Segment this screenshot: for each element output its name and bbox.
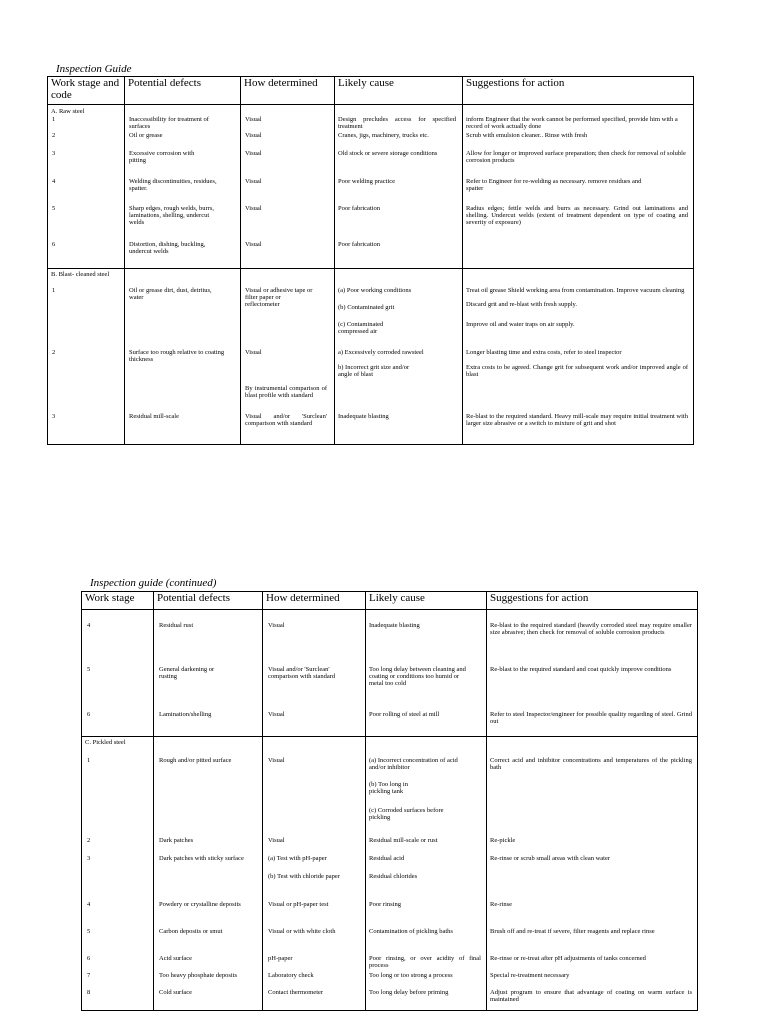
row-a5-code: 5	[52, 205, 56, 212]
header-suggestions: Suggestions for action	[463, 77, 694, 105]
section-c-row	[82, 737, 698, 1011]
row-a4-defect: Welding discontinuities, residues, spatter.	[129, 178, 217, 193]
row-c7-code: 7	[87, 972, 91, 979]
header-likely-cause: Likely cause	[335, 77, 463, 105]
row-b2-cause-a: a) Excessively corroded rawsteel	[338, 349, 424, 356]
header-work-stage: Work stage and code	[48, 77, 125, 105]
section-a-row	[48, 105, 694, 269]
row-a1-defect: Inaccessibility for treatment of surfaces	[129, 116, 209, 131]
row-c4-defect: Powdery or crystalline deposits	[159, 901, 241, 908]
row-b1-code: 1	[52, 287, 56, 294]
row-a6-defect: Distortion, dishing, buckling, undercut welds	[129, 241, 206, 256]
row-a5-defect: Sharp edges, rough welds, burrs, laminations, shelling, undercut welds	[129, 205, 215, 227]
row-b4-defect: Residual rust	[159, 622, 194, 629]
row-c2-how: Visual	[268, 837, 285, 844]
section-c-action	[487, 737, 698, 1011]
row-c2-cause: Residual mill-scale or rust	[369, 837, 438, 844]
row-c5-cause: Contamination of pickling baths	[369, 928, 453, 935]
row-c6-defect: Acid surface	[159, 955, 193, 962]
row-b1-how: Visual or adhesive tape or filter paper or reflectometer	[245, 287, 313, 309]
row-b5-code: 5	[87, 666, 91, 673]
row-b6-code: 6	[87, 711, 91, 718]
section-b-defects	[125, 269, 241, 445]
row-a6-how: Visual	[245, 241, 262, 248]
row-a5-cause: Poor fabrication	[338, 205, 381, 212]
row-b1-defect: Oil or grease dirt, dust, detritus, water	[129, 287, 212, 302]
row-c6-action: Re-rinse or re-treat after pH adjustments of tanks concerned	[490, 955, 646, 962]
row-c3-code: 3	[87, 855, 91, 862]
row-a2-cause: Cranes, jigs, machinery, trucks etc.	[338, 132, 429, 139]
row-c8-defect: Cold surface	[159, 989, 193, 996]
row-b2-defect: Surface too rough relative to coating thickness	[129, 349, 225, 364]
row-b1-action-3: Improve oil and water traps on air supply.	[466, 321, 575, 328]
continued-codes	[82, 610, 154, 737]
section-b-how	[241, 269, 335, 445]
section-b-cause	[335, 269, 463, 445]
row-b2-cause-b: b) Incorrect grit size and/or angle of blast	[338, 364, 410, 379]
row-b1-cause-c: (c) Contaminated compressed air	[338, 321, 384, 336]
row-c1-code: 1	[87, 757, 91, 764]
row-c3-how-b: (b) Test with chloride paper	[268, 873, 340, 880]
row-a3-how: Visual	[245, 150, 262, 157]
row-b3-code: 3	[52, 413, 56, 420]
row-b5-defect: General darkening or rusting	[159, 666, 215, 681]
row-b2-how: Visual	[245, 349, 262, 356]
inspection-guide-table	[47, 76, 694, 445]
row-c1-how: Visual	[268, 757, 285, 764]
row-c4-code: 4	[87, 901, 91, 908]
section-a-codes	[48, 105, 125, 269]
row-c6-cause: Poor rinsing, or over acidity of final process	[369, 955, 481, 970]
row-c8-action: Adjust program to ensure that advantage of coating on warm surface is maintained	[490, 989, 692, 1004]
row-b6-defect: Lamination/shelling	[159, 711, 212, 718]
row-b2-action-1: Longer blasting time and extra costs, refer to steel inspector	[466, 349, 622, 356]
row-c6-code: 6	[87, 955, 91, 962]
section-c-codes	[82, 737, 154, 1011]
row-a4-code: 4	[52, 178, 56, 185]
row-b5-how: Visual and/or 'Surclean' comparison with standard	[268, 666, 336, 681]
row-c3-cause: Residual acid	[369, 855, 405, 862]
row-a3-cause: Old stock or severe storage conditions	[338, 150, 438, 157]
section-a-defects	[125, 105, 241, 269]
inspection-guide-continued-table	[81, 591, 698, 1011]
section-c-title: C. Pickled steel	[85, 739, 126, 746]
section-c-cause	[366, 737, 487, 1011]
row-c7-action: Special re-treatment necessary	[490, 972, 570, 979]
row-b3-defect: Residual mill-scale	[129, 413, 180, 420]
header-potential-defects: Potential defects	[125, 77, 241, 105]
row-c1-action: Correct acid and inhibitor concentrations and temperatures of the pickling bath	[490, 757, 692, 772]
row-c8-how: Contact thermometer	[268, 989, 324, 996]
row-c7-how: Laboratory check	[268, 972, 314, 979]
section-a-how	[241, 105, 335, 269]
section-a-action	[463, 105, 694, 269]
row-a6-code: 6	[52, 241, 56, 248]
header2-potential-defects: Potential defects	[154, 592, 263, 610]
row-a5-action: Radius edges; fettle welds and burrs as necessary. Grind out laminations and shelling. Undercut welds (extent of treatment dependent on type of coating and severity of exposure)	[466, 205, 688, 227]
row-c5-action: Brush off and re-treat if severe, filter reagents and replace rinse	[490, 928, 655, 935]
section-b-action	[463, 269, 694, 445]
row-c4-how: Visual or pH-paper test	[268, 901, 329, 908]
section-b-codes	[48, 269, 125, 445]
row-a2-defect: Oil or grease	[129, 132, 163, 139]
section-b-row	[48, 269, 694, 445]
row-a3-defect: Excessive corrosion with pitting	[129, 150, 195, 165]
row-c5-code: 5	[87, 928, 91, 935]
continued-defects	[154, 610, 263, 737]
row-c4-cause: Poor rinsing	[369, 901, 401, 908]
table2-header-row	[82, 592, 698, 610]
row-b2-how-instrumental: By instrumental comparison of blast profile with standard	[245, 385, 327, 400]
section-c-how	[263, 737, 366, 1011]
row-a1-code: 1	[52, 116, 56, 123]
row-c8-cause: Too long delay before priming	[369, 989, 449, 996]
row-b1-cause-a: (a) Poor working conditions	[338, 287, 412, 294]
header2-work-stage: Work stage	[82, 592, 154, 610]
section-b-title: B. Blast- cleaned steel	[51, 271, 110, 278]
inspection-guide-caption: Inspection Guide	[56, 63, 132, 75]
header2-suggestions: Suggestions for action	[487, 592, 698, 610]
row-b5-action: Re-blast to the required standard and coat quickly improve conditions	[490, 666, 672, 673]
header-how-determined: How determined	[241, 77, 335, 105]
section-a-cause	[335, 105, 463, 269]
row-a3-action: Allow for longer or improved surface preparation; then check for removal of soluble corrosion products	[466, 150, 686, 165]
row-b3-action: Re-blast to the required standard. Heavy mill-scale may require initial treatment with larger size abrasive or a switch to mixture of grit and shot	[466, 413, 688, 428]
row-b4-action: Re-blast to the required standard (heavily corroded steel may require smaller size abrasive; then check for removal of soluble corrosion products	[490, 622, 692, 637]
row-b4-cause: Inadequate blasting	[369, 622, 420, 629]
row-b4-code: 4	[87, 622, 91, 629]
row-a3-code: 3	[52, 150, 56, 157]
row-b6-cause: Poor rolling of steel at mill	[369, 711, 440, 718]
row-b1-cause-b: (b) Contaminated grit	[338, 304, 395, 311]
row-a4-action: Refer to Engineer for re-welding as necessary. remove residues and spatter	[466, 178, 642, 193]
row-b3-how: Visual and/or 'Surclean' comparison with standard	[245, 413, 327, 428]
row-c5-how: Visual or with white cloth	[268, 928, 336, 935]
row-c1-cause-c: (c) Corroded surfaces before pickling	[369, 807, 444, 822]
row-c3-defect: Dark patches with sticky surface	[159, 855, 244, 862]
row-b2-code: 2	[52, 349, 56, 356]
continued-how	[263, 610, 366, 737]
row-a2-code: 2	[52, 132, 56, 139]
header2-how-determined: How determined	[263, 592, 366, 610]
inspection-guide-continued-caption: Inspection guide (continued)	[90, 577, 217, 589]
row-c8-code: 8	[87, 989, 91, 996]
row-a6-cause: Poor fabrication	[338, 241, 381, 248]
row-c1-defect: Rough and/or pitted surface	[159, 757, 232, 764]
row-b1-action-1: Treat oil grease Shield working area from contamination. Improve vacuum cleaning	[466, 287, 685, 294]
row-c2-defect: Dark patches	[159, 837, 194, 844]
table-header-row	[48, 77, 694, 105]
continued-cause	[366, 610, 487, 737]
row-c3-how: (a) Test with pH-paper	[268, 855, 327, 862]
row-a2-how: Visual	[245, 132, 262, 139]
continued-b-row	[82, 610, 698, 737]
row-b5-cause: Too long delay between cleaning and coating or conditions too humid or metal too cold	[369, 666, 466, 688]
row-c7-cause: Too long or too strong a process	[369, 972, 453, 979]
row-b3-cause: Inadequate blasting	[338, 413, 389, 420]
section-c-defects	[154, 737, 263, 1011]
continued-action	[487, 610, 698, 737]
row-b6-action: Refer to steel Inspector/engineer for possible quality regarding of steel. Grind out	[490, 711, 692, 726]
row-b4-how: Visual	[268, 622, 285, 629]
row-a1-cause: Design precludes access for specified treatment	[338, 116, 456, 131]
row-a5-how: Visual	[245, 205, 262, 212]
row-c2-code: 2	[87, 837, 91, 844]
row-c5-defect: Carbon deposits or smut	[159, 928, 223, 935]
row-c2-action: Re-pickle	[490, 837, 516, 844]
header2-likely-cause: Likely cause	[366, 592, 487, 610]
row-a1-action: inform Engineer that the work cannot be performed specified, provide him with a record of work actually done	[466, 116, 678, 131]
row-a1-how: Visual	[245, 116, 262, 123]
row-c3-action: Re-rinse or scrub small areas with clean water	[490, 855, 611, 862]
row-b1-action-2: Discard grit and re-blast with fresh supply.	[466, 301, 577, 308]
row-c3-cause-b: Residual chlorides	[369, 873, 418, 880]
row-c4-action: Re-rinse	[490, 901, 513, 908]
row-c1-cause-b: (b) Too long in pickling tank	[369, 781, 408, 796]
row-c7-defect: Too heavy phosphate deposits	[159, 972, 238, 979]
row-b6-how: Visual	[268, 711, 285, 718]
row-b2-action-2: Extra costs to be agreed. Change grit for subsequent work and/or improved angle of blast	[466, 364, 688, 379]
section-a-title: A. Raw steel	[51, 108, 85, 115]
row-a2-action: Scrub with emulsion cleaner.. Rinse with fresh	[466, 132, 588, 139]
row-a4-how: Visual	[245, 178, 262, 185]
row-a4-cause: Poor welding practice	[338, 178, 396, 185]
row-c6-how: pH-paper	[268, 955, 293, 962]
row-c1-cause: (a) Incorrect concentration of acid and/or inhibitor	[369, 757, 458, 772]
